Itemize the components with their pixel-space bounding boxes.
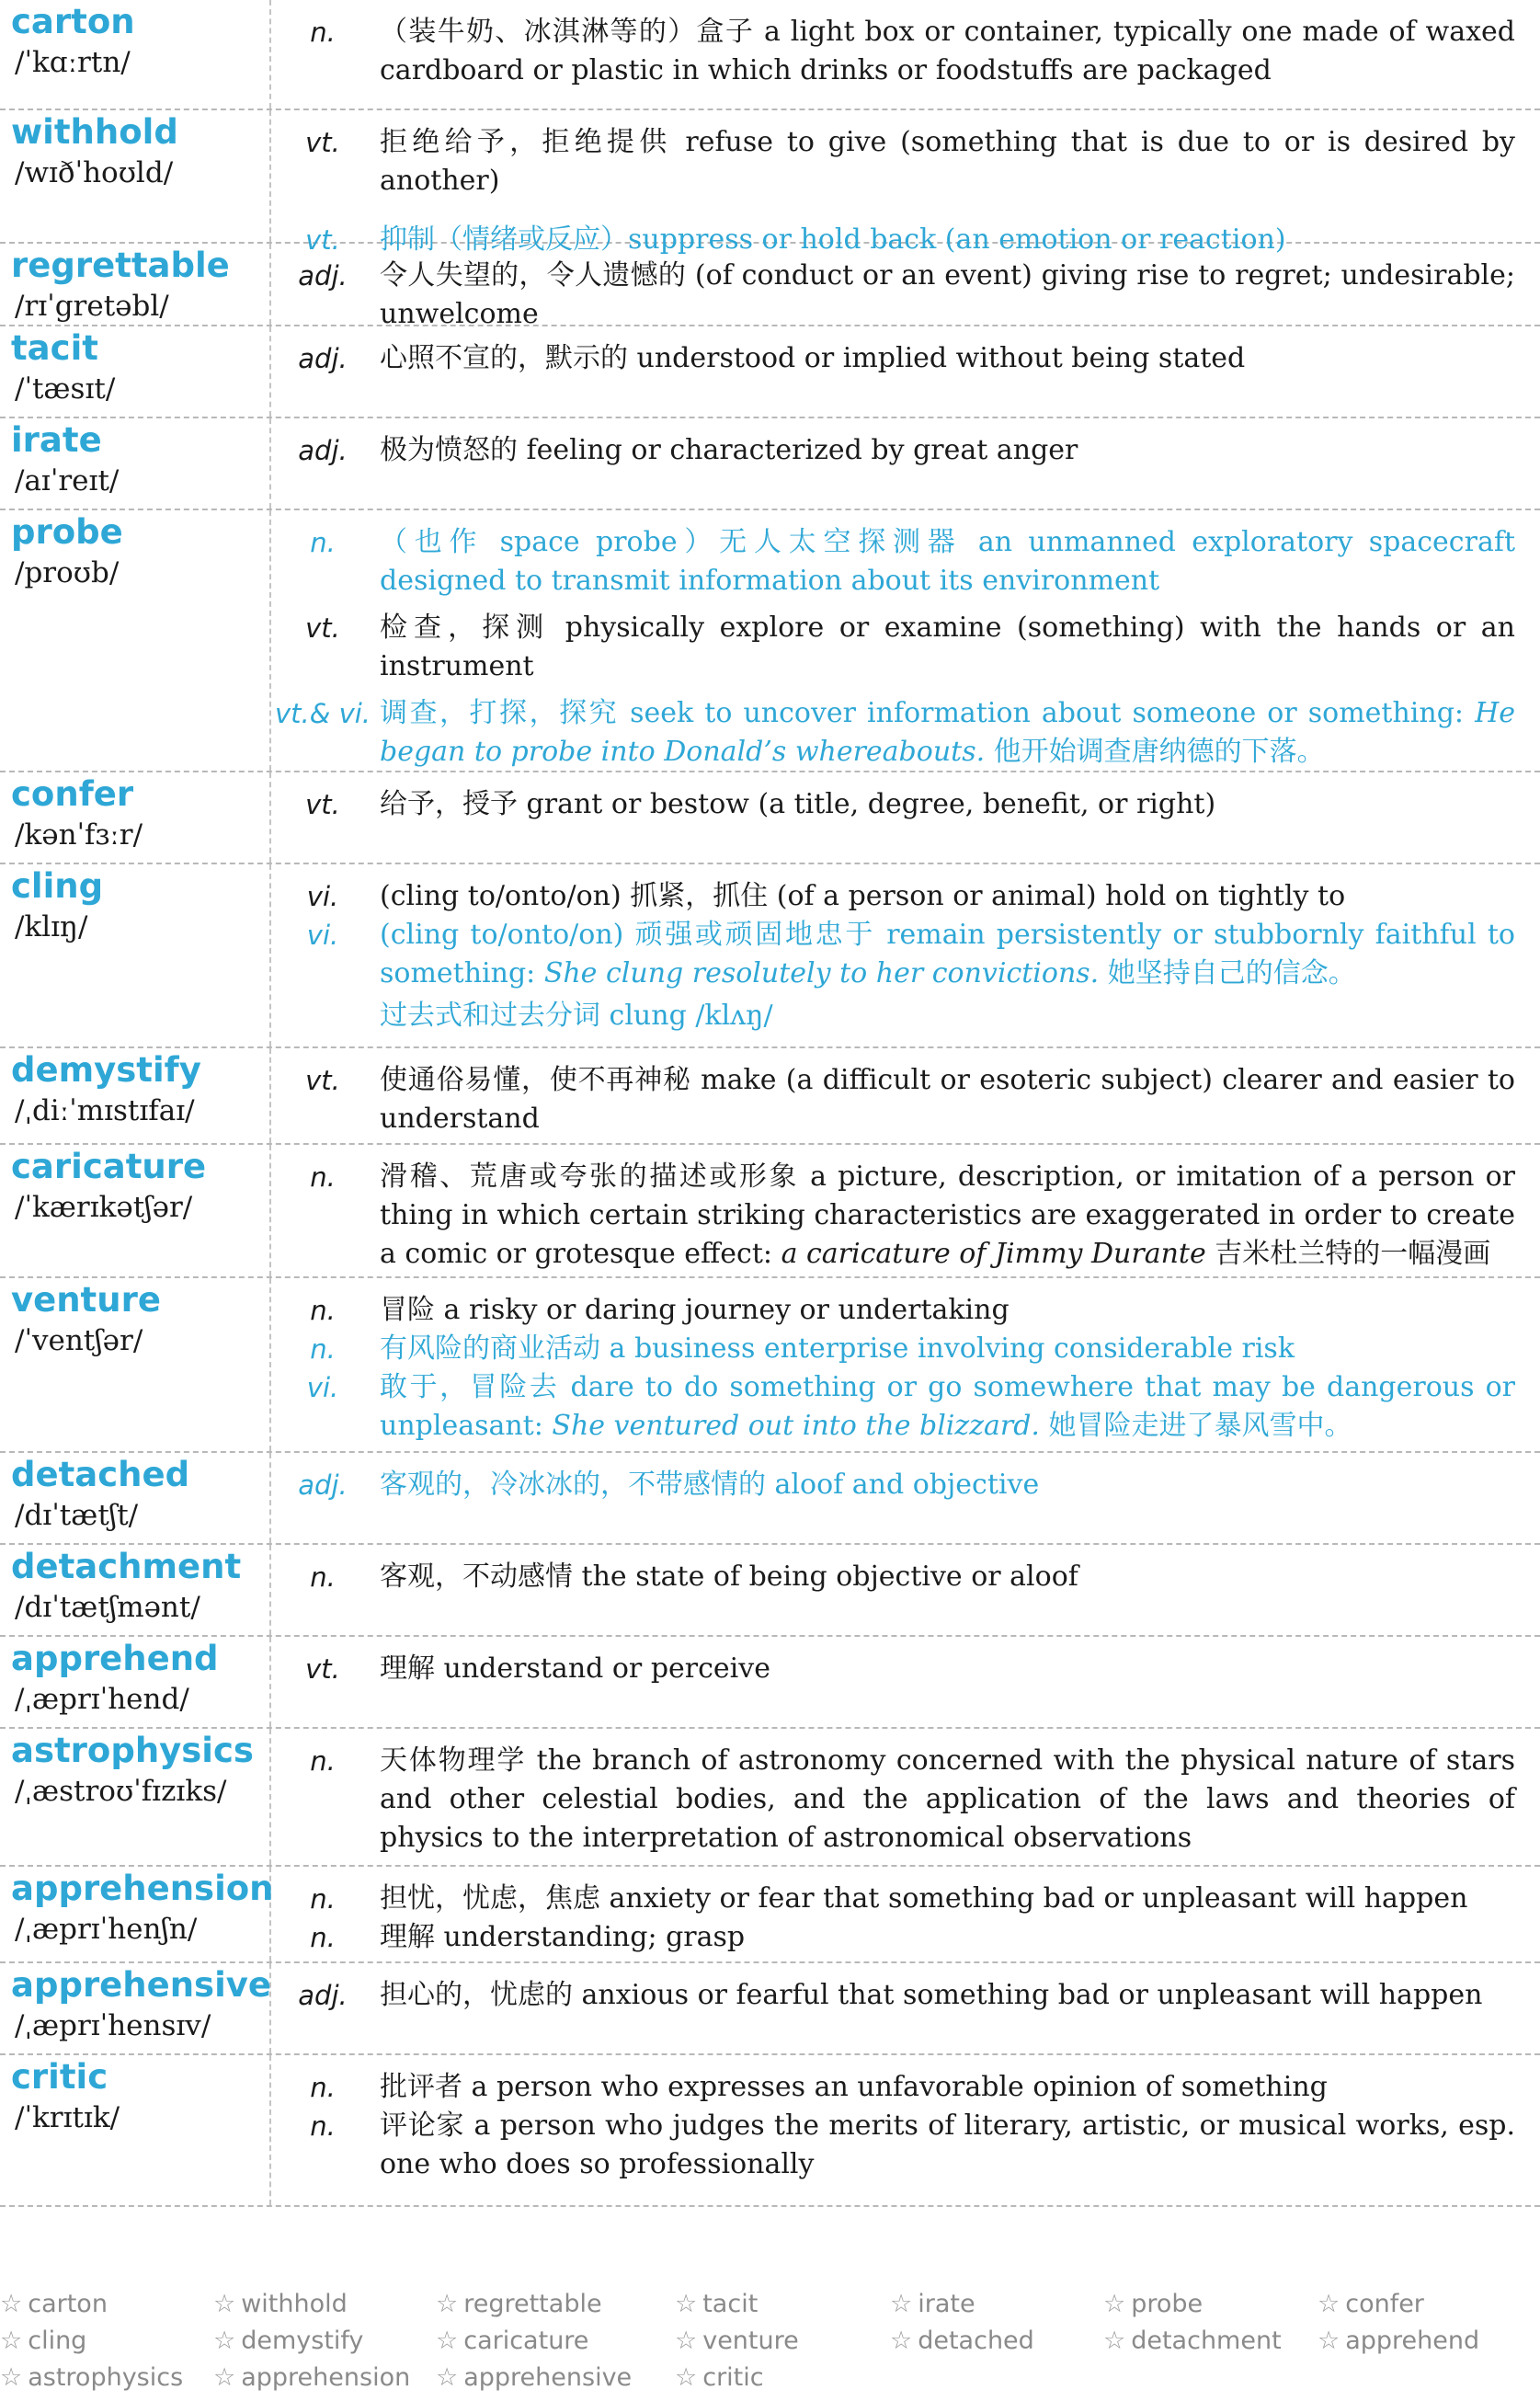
entry-regrettable xyxy=(0,244,1540,330)
sense xyxy=(271,123,1522,200)
definition-text: 担忧，忧虑，焦虑 anxiety or fear that something bad or unpleasant will happen xyxy=(380,1882,1468,1915)
part-of-speech: n. xyxy=(310,1561,336,1593)
headword-column xyxy=(0,418,271,509)
part-of-speech: vi. xyxy=(306,1372,339,1403)
headword-column xyxy=(0,1637,271,1727)
index-word: apprehension xyxy=(241,2363,411,2392)
sense xyxy=(271,997,1522,1035)
definition-text: 极为愤怒的 feeling or characterized by great anger xyxy=(380,434,1078,466)
definition xyxy=(380,1742,1515,1858)
definition-text: (cling to/onto/on) 顽强或顽固地忠于 remain persistently or stubbornly faithful to something: xyxy=(380,919,1515,989)
star-icon: ☆ xyxy=(675,2290,698,2318)
definition-text: 批评者 a person who expresses an unfavorable opinion of something xyxy=(380,2071,1328,2103)
phonetic: /ˌæprɪˈhenʃn/ xyxy=(15,1913,198,1946)
phonetic: /ˈkɑːrtn/ xyxy=(15,46,131,79)
headword: probe xyxy=(11,512,123,552)
headword-column xyxy=(0,1963,271,2053)
definition-text: 评论家 a person who judges the merits of literary, artistic, or musical works, esp. one who does so professionally xyxy=(380,2109,1515,2180)
definition xyxy=(380,13,1515,90)
headword-column xyxy=(0,110,271,242)
headword-column xyxy=(0,244,271,325)
index-word: apprehensive xyxy=(463,2363,633,2392)
entry-apprehend xyxy=(0,1637,1540,1729)
headword: demystify xyxy=(11,1050,201,1090)
sense xyxy=(271,13,1522,90)
headword-column xyxy=(0,1545,271,1635)
headword: apprehend xyxy=(11,1639,219,1678)
star-icon: ☆ xyxy=(213,2290,236,2318)
entry-probe xyxy=(0,510,1540,772)
part-of-speech: vt.& vi. xyxy=(274,698,371,729)
definition xyxy=(380,785,1515,824)
headword-column xyxy=(0,1453,271,1543)
index-item-detached xyxy=(890,2327,1034,2355)
index-word: carton xyxy=(28,2290,108,2318)
star-icon: ☆ xyxy=(0,2363,23,2392)
sense xyxy=(271,1061,1522,1138)
index-word: detachment xyxy=(1131,2327,1282,2355)
definition xyxy=(380,2068,1515,2107)
definition-text: 理解 understand or perceive xyxy=(380,1652,770,1685)
headword-column xyxy=(0,1867,274,1961)
definition-text: 客观的，冷冰冰的，不带感情的 aloof and objective xyxy=(380,1469,1040,1501)
part-of-speech: vt. xyxy=(305,224,340,256)
part-of-speech: vt. xyxy=(305,612,340,644)
index-item-apprehend xyxy=(1318,2327,1479,2355)
index-item-apprehension xyxy=(213,2363,410,2392)
entry-detachment xyxy=(0,1545,1540,1637)
index-word: tacit xyxy=(702,2290,759,2318)
example-sentence: She clung resolutely to her convictions. xyxy=(543,957,1100,989)
sense xyxy=(271,1976,1522,2015)
phonetic: /proʊb/ xyxy=(15,556,120,589)
example-sentence: He began to probe into Donald’s whereabouts. xyxy=(380,697,1515,768)
entry-detached xyxy=(0,1453,1540,1545)
entry-irate xyxy=(0,418,1540,510)
index-item-apprehensive xyxy=(436,2363,632,2392)
definition-text: 担心的，忧虑的 anxious or fearful that something bad or unpleasant will happen xyxy=(380,1979,1483,2011)
part-of-speech: n. xyxy=(310,1161,336,1193)
star-icon: ☆ xyxy=(890,2327,913,2355)
star-icon: ☆ xyxy=(436,2363,459,2392)
index-item-carton xyxy=(0,2290,108,2318)
headword: apprehensive xyxy=(11,1965,271,2005)
definition-text: 过去式和过去分词 clung /klʌŋ/ xyxy=(380,1000,773,1032)
sense xyxy=(271,609,1522,686)
sense xyxy=(271,339,1522,378)
index-item-critic xyxy=(675,2363,764,2392)
headword: cling xyxy=(11,866,104,906)
phonetic: /ˈkærɪkətʃər/ xyxy=(15,1191,193,1224)
sense xyxy=(271,1368,1522,1446)
definition xyxy=(380,1880,1515,1918)
star-icon: ☆ xyxy=(675,2363,698,2392)
phonetic: /rɪˈgretəbl/ xyxy=(15,290,169,323)
definition-text: 冒险 a risky or daring journey or undertaking xyxy=(380,1294,1010,1326)
definition xyxy=(380,1650,1515,1688)
part-of-speech: n. xyxy=(310,2110,336,2142)
definition-text: （装牛奶、冰淇淋等的）盒子 a light box or container, typically one made of waxed cardboard or plastic in which drinks or foodstuffs are packaged xyxy=(380,16,1515,86)
headword-column xyxy=(0,510,271,771)
entry-confer xyxy=(0,772,1540,864)
phonetic: /ˌdiːˈmɪstɪfaɪ/ xyxy=(15,1094,195,1127)
index-word: probe xyxy=(1131,2290,1203,2318)
headword-column xyxy=(0,864,271,1046)
definition-text: 她冒险走进了暴风雪中。 xyxy=(1039,1410,1352,1442)
definition-text: 抑制（情绪或反应）suppress or hold back (an emotion or reaction) xyxy=(380,223,1286,256)
phonetic: /klɪŋ/ xyxy=(15,910,88,943)
headword: irate xyxy=(11,420,102,460)
index-item-probe xyxy=(1103,2290,1203,2318)
definition-text: 天体物理学 the branch of astronomy concerned with the physical nature of stars and other celestial bodies, and the application of the laws and theories of physics to the interpretation of astronomical observations xyxy=(380,1744,1515,1854)
headword: tacit xyxy=(11,328,98,368)
phonetic: /dɪˈtætʃmənt/ xyxy=(15,1591,200,1624)
headword-column xyxy=(0,326,271,417)
definition xyxy=(380,1558,1515,1596)
index-word: withhold xyxy=(241,2290,348,2318)
definition xyxy=(380,877,1515,916)
headword-column xyxy=(0,2055,271,2205)
definition xyxy=(380,694,1515,772)
index-word: demystify xyxy=(241,2327,364,2355)
part-of-speech: vi. xyxy=(306,920,339,951)
phonetic: /ˈventʃər/ xyxy=(15,1324,143,1357)
sense xyxy=(271,694,1522,772)
index-word: caricature xyxy=(463,2327,589,2355)
part-of-speech: adj. xyxy=(298,1469,348,1501)
definition xyxy=(380,1466,1515,1504)
sense xyxy=(271,2107,1522,2184)
definition xyxy=(380,523,1515,600)
headword-column xyxy=(0,1278,271,1451)
definition xyxy=(380,609,1515,686)
entry-tacit xyxy=(0,326,1540,418)
star-icon: ☆ xyxy=(1103,2327,1126,2355)
headword: carton xyxy=(11,2,135,41)
part-of-speech: n. xyxy=(310,527,336,558)
sense xyxy=(271,1558,1522,1596)
star-icon: ☆ xyxy=(213,2363,236,2392)
index-word: regrettable xyxy=(463,2290,602,2318)
part-of-speech: n. xyxy=(310,1922,336,1953)
part-of-speech: vt. xyxy=(305,1065,340,1096)
entry-venture xyxy=(0,1278,1540,1453)
star-icon: ☆ xyxy=(213,2327,236,2355)
definition-text: 令人失望的，令人遗憾的 (of conduct or an event) giving rise to regret; undesirable; unwelcome xyxy=(380,259,1515,330)
example-sentence: a caricature of Jimmy Durante xyxy=(781,1238,1206,1270)
index-item-astrophysics xyxy=(0,2363,183,2392)
entry-demystify xyxy=(0,1048,1540,1145)
part-of-speech: n. xyxy=(310,17,336,48)
headword: regrettable xyxy=(11,246,230,285)
part-of-speech: adj. xyxy=(298,260,348,292)
entry-withhold xyxy=(0,110,1540,256)
phonetic: /ˈkrɪtɪk/ xyxy=(15,2101,120,2134)
definition xyxy=(380,1061,1515,1138)
phonetic: /ˌæprɪˈhend/ xyxy=(15,1683,189,1716)
index-item-venture xyxy=(675,2327,799,2355)
definition xyxy=(380,2107,1515,2184)
definition-text: 他开始调查唐纳德的下落。 xyxy=(985,736,1325,768)
headword-column xyxy=(0,1048,271,1143)
part-of-speech: n. xyxy=(310,1295,336,1326)
headword: apprehension xyxy=(11,1869,274,1908)
phonetic: /dɪˈtætʃt/ xyxy=(15,1499,139,1532)
index-item-withhold xyxy=(213,2290,348,2318)
definition-text: 拒绝给予，拒绝提供 refuse to give (something that is due to or is desired by another) xyxy=(380,126,1515,197)
definition xyxy=(380,916,1515,993)
headword: caricature xyxy=(11,1147,207,1186)
sense xyxy=(271,1918,1522,1957)
phonetic: /aɪˈreɪt/ xyxy=(15,464,120,497)
part-of-speech: adj. xyxy=(298,435,348,466)
definition-text: 滑稽、荒唐或夸张的描述或形象 a picture, description, or imitation of a person or thing in which certain striking characteristics are exaggerated in order to create a comic or grotesque effect: xyxy=(380,1160,1515,1270)
headword: detached xyxy=(11,1455,190,1494)
part-of-speech: vt. xyxy=(305,1653,340,1685)
definition xyxy=(380,997,1515,1035)
headword: confer xyxy=(11,774,134,814)
index-item-irate xyxy=(890,2290,975,2318)
definition-text: （也作 space probe）无人太空探测器 an unmanned exploratory spacecraft designed to transmit information about its environment xyxy=(380,526,1515,597)
star-icon: ☆ xyxy=(436,2290,459,2318)
definition xyxy=(380,1291,1515,1330)
headword: withhold xyxy=(11,112,178,152)
sense xyxy=(271,1158,1522,1274)
part-of-speech: adj. xyxy=(298,1980,348,2011)
part-of-speech: vt. xyxy=(305,127,340,158)
part-of-speech: adj. xyxy=(298,343,348,374)
sense xyxy=(271,1291,1522,1330)
headword-column xyxy=(0,0,271,109)
headword: detachment xyxy=(11,1547,242,1586)
index-word: apprehend xyxy=(1345,2327,1480,2355)
definition-text: 调查，打探，探究 seek to uncover information about someone or something: xyxy=(380,697,1476,729)
index-item-caricature xyxy=(436,2327,588,2355)
index-word: venture xyxy=(702,2327,799,2355)
star-icon: ☆ xyxy=(1318,2327,1340,2355)
index-word: astrophysics xyxy=(28,2363,184,2392)
index-item-confer xyxy=(1318,2290,1424,2318)
definition xyxy=(380,1976,1515,2015)
star-icon: ☆ xyxy=(890,2290,913,2318)
star-icon: ☆ xyxy=(436,2327,459,2355)
index-item-tacit xyxy=(675,2290,758,2318)
entry-cling xyxy=(0,864,1540,1048)
sense xyxy=(271,1880,1522,1918)
definition-text: 给予，授予 grant or bestow (a title, degree, benefit, or right) xyxy=(380,788,1216,820)
phonetic: /kənˈfɜːr/ xyxy=(15,818,143,852)
headword-column xyxy=(0,1729,271,1865)
definition-text: 有风险的商业活动 a business enterprise involving considerable risk xyxy=(380,1332,1295,1365)
index-word: irate xyxy=(918,2290,975,2318)
index-word: cling xyxy=(28,2327,87,2355)
definition-text: 吉米杜兰特的一幅漫画 xyxy=(1205,1238,1491,1270)
part-of-speech: vt. xyxy=(305,789,340,820)
definition-text: 她坚持自己的信念。 xyxy=(1099,957,1356,989)
entry-carton xyxy=(0,0,1540,110)
definition xyxy=(380,339,1515,378)
definition-text: 理解 understanding; grasp xyxy=(380,1921,746,1953)
definition xyxy=(380,1918,1515,1957)
definition-text: 敢于，冒险去 dare to do something or go somewhere that may be dangerous or unpleasant: xyxy=(380,1371,1515,1442)
part-of-speech: n. xyxy=(310,1883,336,1915)
headword-column xyxy=(0,772,271,863)
sense xyxy=(271,1330,1522,1368)
index-word: detached xyxy=(918,2327,1034,2355)
phonetic: /ˌæprɪˈhensɪv/ xyxy=(15,2009,211,2042)
entry-caricature xyxy=(0,1145,1540,1278)
index-item-cling xyxy=(0,2327,86,2355)
phonetic: /ˌæstroʊˈfɪzɪks/ xyxy=(15,1775,227,1808)
index-word: confer xyxy=(1345,2290,1424,2318)
definition-text: (cling to/onto/on) 抓紧，抓住 (of a person or animal) hold on tightly to xyxy=(380,880,1346,912)
star-icon: ☆ xyxy=(0,2327,23,2355)
entry-apprehension xyxy=(0,1867,1540,1963)
sense xyxy=(271,877,1522,916)
index-word: critic xyxy=(702,2363,764,2392)
definition-text: 客观，不动感情 the state of being objective or aloof xyxy=(380,1561,1078,1593)
sense xyxy=(271,523,1522,600)
headword-column xyxy=(0,1145,271,1276)
sense xyxy=(271,1650,1522,1688)
definition xyxy=(380,1368,1515,1446)
definition-text: 心照不宣的，默示的 understood or implied without being stated xyxy=(380,342,1246,374)
sense xyxy=(271,431,1522,470)
sense xyxy=(271,2068,1522,2107)
part-of-speech: n. xyxy=(310,1745,336,1777)
headword: venture xyxy=(11,1280,161,1320)
sense xyxy=(271,785,1522,824)
sense xyxy=(271,1742,1522,1858)
index-item-regrettable xyxy=(436,2290,602,2318)
entry-apprehensive xyxy=(0,1963,1540,2055)
headword: astrophysics xyxy=(11,1731,254,1770)
sense xyxy=(271,1466,1522,1504)
definition xyxy=(380,1330,1515,1368)
headword: critic xyxy=(11,2057,108,2097)
part-of-speech: vi. xyxy=(306,881,339,912)
phonetic: /ˈtæsɪt/ xyxy=(15,372,116,406)
sense xyxy=(271,257,1522,334)
phonetic: /wɪðˈhoʊld/ xyxy=(15,156,174,189)
definition xyxy=(380,1158,1515,1274)
index-item-demystify xyxy=(213,2327,363,2355)
star-icon: ☆ xyxy=(0,2290,23,2318)
sense xyxy=(271,916,1522,993)
example-sentence: She ventured out into the blizzard. xyxy=(552,1410,1040,1442)
star-icon: ☆ xyxy=(1318,2290,1340,2318)
definition xyxy=(380,431,1515,470)
entry-critic xyxy=(0,2055,1540,2207)
definition xyxy=(380,123,1515,200)
star-icon: ☆ xyxy=(675,2327,698,2355)
index-item-detachment xyxy=(1103,2327,1282,2355)
definition-text: 检查，探测 physically explore or examine (something) with the hands or an instrument xyxy=(380,612,1515,682)
entry-astrophysics xyxy=(0,1729,1540,1867)
definition-text: 使通俗易懂，使不再神秘 make (a difficult or esoteric subject) clearer and easier to understand xyxy=(380,1064,1515,1135)
definition xyxy=(380,257,1515,334)
part-of-speech: n. xyxy=(310,2072,336,2103)
part-of-speech: n. xyxy=(310,1333,336,1365)
star-icon: ☆ xyxy=(1103,2290,1126,2318)
